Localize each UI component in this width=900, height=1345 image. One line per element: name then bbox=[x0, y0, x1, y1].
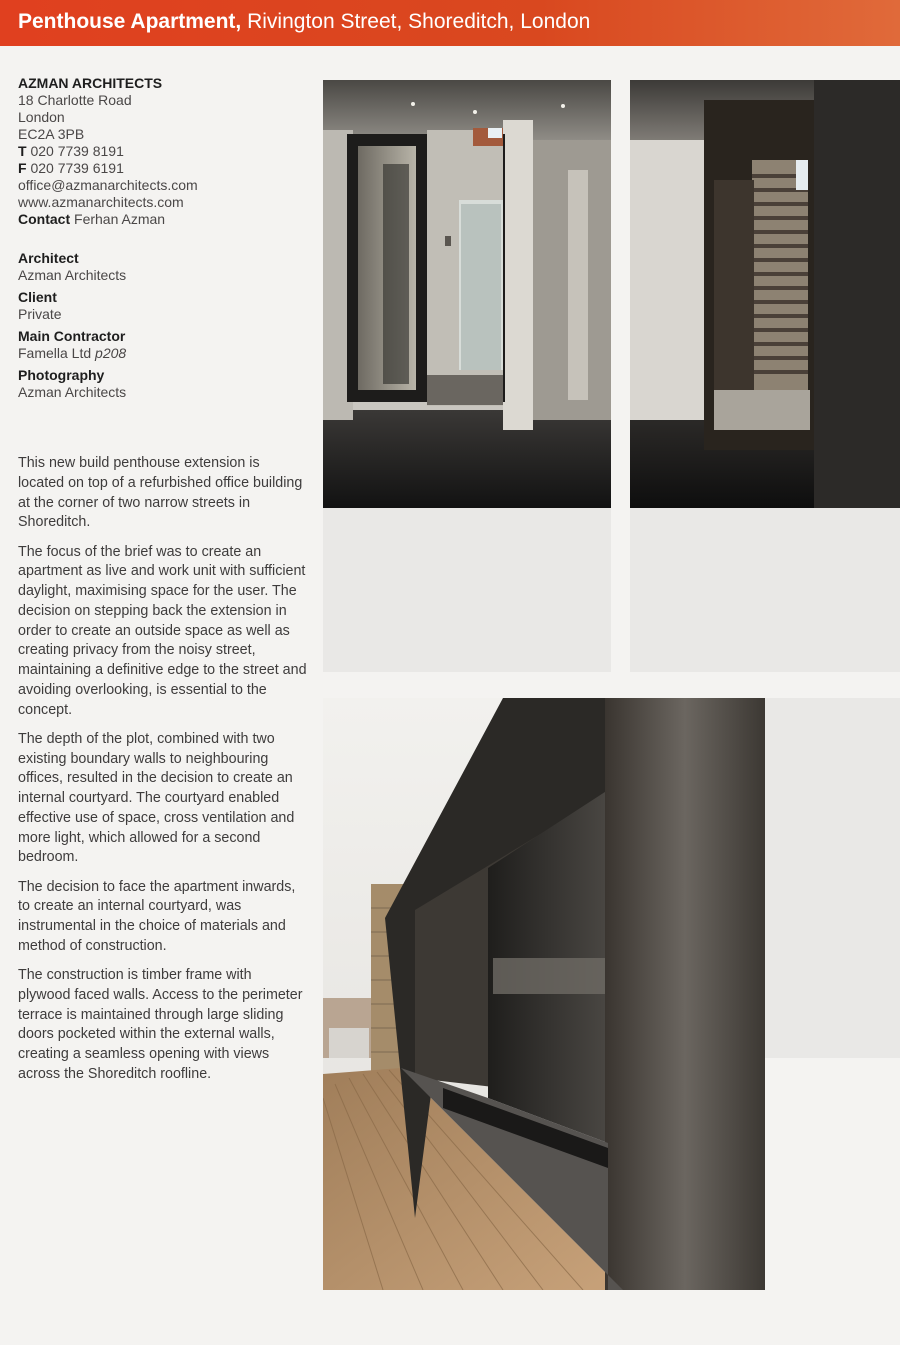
contractor-name: Famella Ltd bbox=[18, 345, 96, 361]
contractor-value bbox=[18, 345, 308, 362]
client-label: Client bbox=[18, 289, 57, 305]
paragraph: The construction is timber frame with plywood faced walls. Access to the perimeter terrace is maintained through large sliding doors pocketed within the external walls, creating a seamless opening with views across the Shoreditch roofline. bbox=[18, 967, 303, 1082]
architect-label: Architect bbox=[18, 250, 79, 266]
project-info bbox=[18, 75, 308, 401]
photo-2-margin bbox=[630, 508, 900, 672]
project-title: Penthouse Apartment, bbox=[18, 10, 242, 33]
fax bbox=[18, 160, 308, 177]
page-title bbox=[18, 9, 590, 35]
contact-person bbox=[18, 211, 308, 228]
website: www.azmanarchitects.com bbox=[18, 194, 184, 210]
paragraph: This new build penthouse extension is located on top of a refurbished office building at the corner of two narrow streets in Shoreditch. bbox=[18, 455, 303, 531]
article-body bbox=[18, 454, 308, 1094]
contact-block bbox=[18, 92, 308, 228]
interior-courtyard-photo bbox=[323, 80, 611, 508]
contact-label: Contact bbox=[18, 211, 71, 227]
terrace-sliding-doors-photo bbox=[323, 698, 765, 1290]
architect-value: Azman Architects bbox=[18, 267, 127, 283]
photography-value: Azman Architects bbox=[18, 384, 127, 400]
header-banner bbox=[0, 0, 900, 46]
fax-label: F bbox=[18, 160, 27, 176]
address-line: London bbox=[18, 109, 65, 125]
window-louvre-photo bbox=[630, 80, 900, 508]
contact-name: Ferhan Azman bbox=[70, 211, 166, 227]
address-line: 18 Charlotte Road bbox=[18, 92, 132, 108]
project-location: Rivington Street, Shoreditch, London bbox=[241, 10, 591, 33]
photo-1-margin bbox=[323, 508, 611, 672]
contractor-page-ref: p208 bbox=[95, 345, 127, 361]
email: office@azmanarchitects.com bbox=[18, 177, 198, 193]
photo-3-margin bbox=[765, 698, 900, 1058]
telephone bbox=[18, 143, 308, 160]
paragraph: The focus of the brief was to create an apartment as live and work unit with sufficient daylight, maximising space for the user. The decision on stepping back the extension in order to create an outside space as well as creating privacy from the noisy street, maintaining a definitive edge to the street and avoiding overlooking, is essential to the concept. bbox=[18, 543, 307, 718]
photography-label: Photography bbox=[18, 367, 105, 383]
paragraph: The depth of the plot, combined with two existing boundary walls to neighbouring offices, resulted in the decision to create an internal courtyard. The courtyard enabled effective use of space, cross ventilation and more light, which allowed for a second bedroom. bbox=[18, 730, 295, 866]
credits bbox=[18, 250, 308, 401]
fax-number: 020 7739 6191 bbox=[26, 160, 124, 176]
firm-name: AZMAN ARCHITECTS bbox=[18, 75, 163, 91]
telephone-number: 020 7739 8191 bbox=[26, 143, 124, 159]
contractor-label: Main Contractor bbox=[18, 328, 126, 344]
address-line: EC2A 3PB bbox=[18, 126, 85, 142]
client-value: Private bbox=[18, 306, 62, 322]
paragraph: The decision to face the apartment inwards, to create an internal courtyard, was instrumental in the choice of materials and method of construction. bbox=[18, 878, 296, 954]
telephone-label: T bbox=[18, 143, 27, 159]
